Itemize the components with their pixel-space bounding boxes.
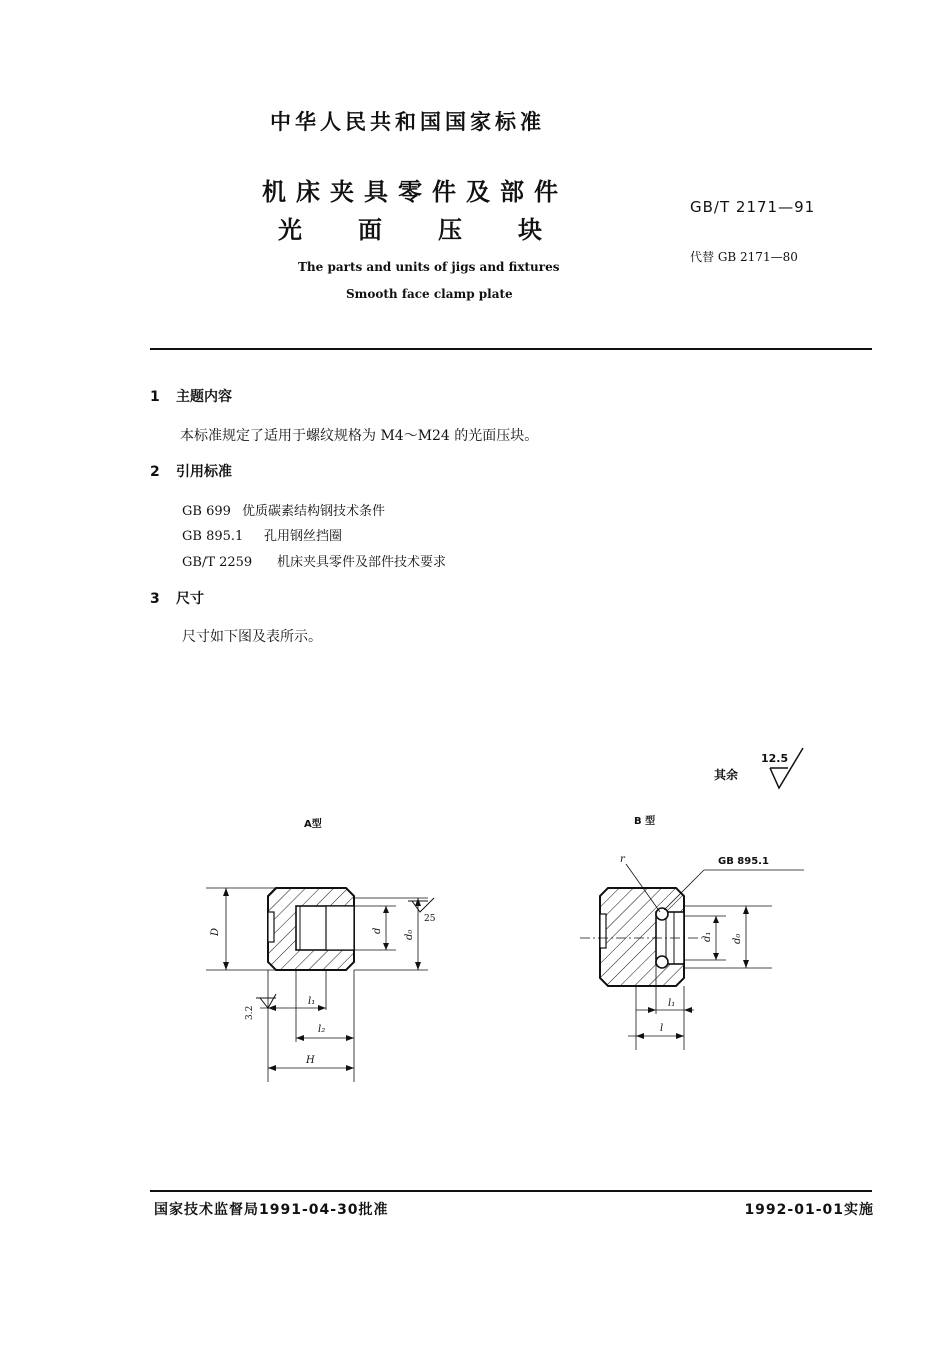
section-1-title: 主题内容 xyxy=(176,389,232,405)
dim-b-r: r xyxy=(620,854,625,865)
section-3-text: 尺寸如下图及表所示。 xyxy=(182,629,322,645)
section-2-number: 2 xyxy=(150,464,160,480)
reference-code: GB 699 xyxy=(182,504,231,519)
national-standard-heading: 中华人民共和国国家标准 xyxy=(270,110,545,134)
title-chinese-line2: 光面压块 xyxy=(278,216,598,244)
dim-a-hole-roughness: 25 xyxy=(424,914,436,924)
replaces-standard: 代替 GB 2171—80 xyxy=(690,250,798,264)
dim-b-retaining-ring: GB 895.1 xyxy=(718,856,769,867)
effective-date: 1992-01-01实施 xyxy=(744,1202,874,1218)
section-2-heading xyxy=(150,461,232,481)
reference-item xyxy=(182,500,385,519)
dim-b-l1: l₁ xyxy=(668,998,676,1009)
dim-b-d0: d₀ xyxy=(732,933,743,944)
standard-number: GB/T 2171—91 xyxy=(690,198,816,216)
roughness-remaining-label: 其余 xyxy=(714,768,739,782)
title-english-line2: Smooth face clamp plate xyxy=(346,287,513,301)
reference-name: 优质碳素结构钢技术条件 xyxy=(242,504,386,519)
dim-a-face-roughness: 3.2 xyxy=(245,1005,255,1020)
type-a-drawing xyxy=(196,870,456,1085)
reference-item xyxy=(182,551,446,570)
type-b-drawing xyxy=(576,846,810,1056)
section-1-text: 本标准规定了适用于螺纹规格为 M4～M24 的光面压块。 xyxy=(180,428,539,444)
dim-b-l: l xyxy=(660,1023,664,1034)
section-3-heading xyxy=(150,588,204,608)
roughness-symbol-icon xyxy=(755,742,815,790)
section-3-title: 尺寸 xyxy=(176,591,204,607)
title-chinese-line1: 机床夹具零件及部件 xyxy=(262,178,568,206)
footer-divider xyxy=(150,1190,872,1192)
reference-item xyxy=(182,525,342,544)
section-1-heading xyxy=(150,386,232,406)
section-1-number: 1 xyxy=(150,389,160,405)
dim-a-H: H xyxy=(306,1055,315,1066)
dim-a-l1: l₁ xyxy=(308,996,316,1007)
type-b-label: B 型 xyxy=(634,816,656,827)
dim-a-d: d xyxy=(372,927,383,934)
reference-code: GB 895.1 xyxy=(182,529,244,544)
dim-a-l2: l₂ xyxy=(318,1024,326,1035)
section-3-number: 3 xyxy=(150,591,160,607)
approval-date: 国家技术监督局1991-04-30批准 xyxy=(154,1202,389,1218)
reference-name: 孔用钢丝挡圈 xyxy=(264,529,343,544)
type-a-label: A型 xyxy=(304,819,322,830)
dim-a-D: D xyxy=(210,927,221,936)
title-english-line1: The parts and units of jigs and fixtures xyxy=(298,260,560,274)
roughness-value: 12.5 xyxy=(761,752,789,765)
reference-code: GB/T 2259 xyxy=(182,555,253,570)
section-2-title: 引用标准 xyxy=(176,464,232,480)
dim-b-d1: d₁ xyxy=(702,931,713,942)
reference-name: 机床夹具零件及部件技术要求 xyxy=(277,555,447,570)
header-divider xyxy=(150,348,872,350)
dim-a-d0: d₀ xyxy=(404,929,415,940)
